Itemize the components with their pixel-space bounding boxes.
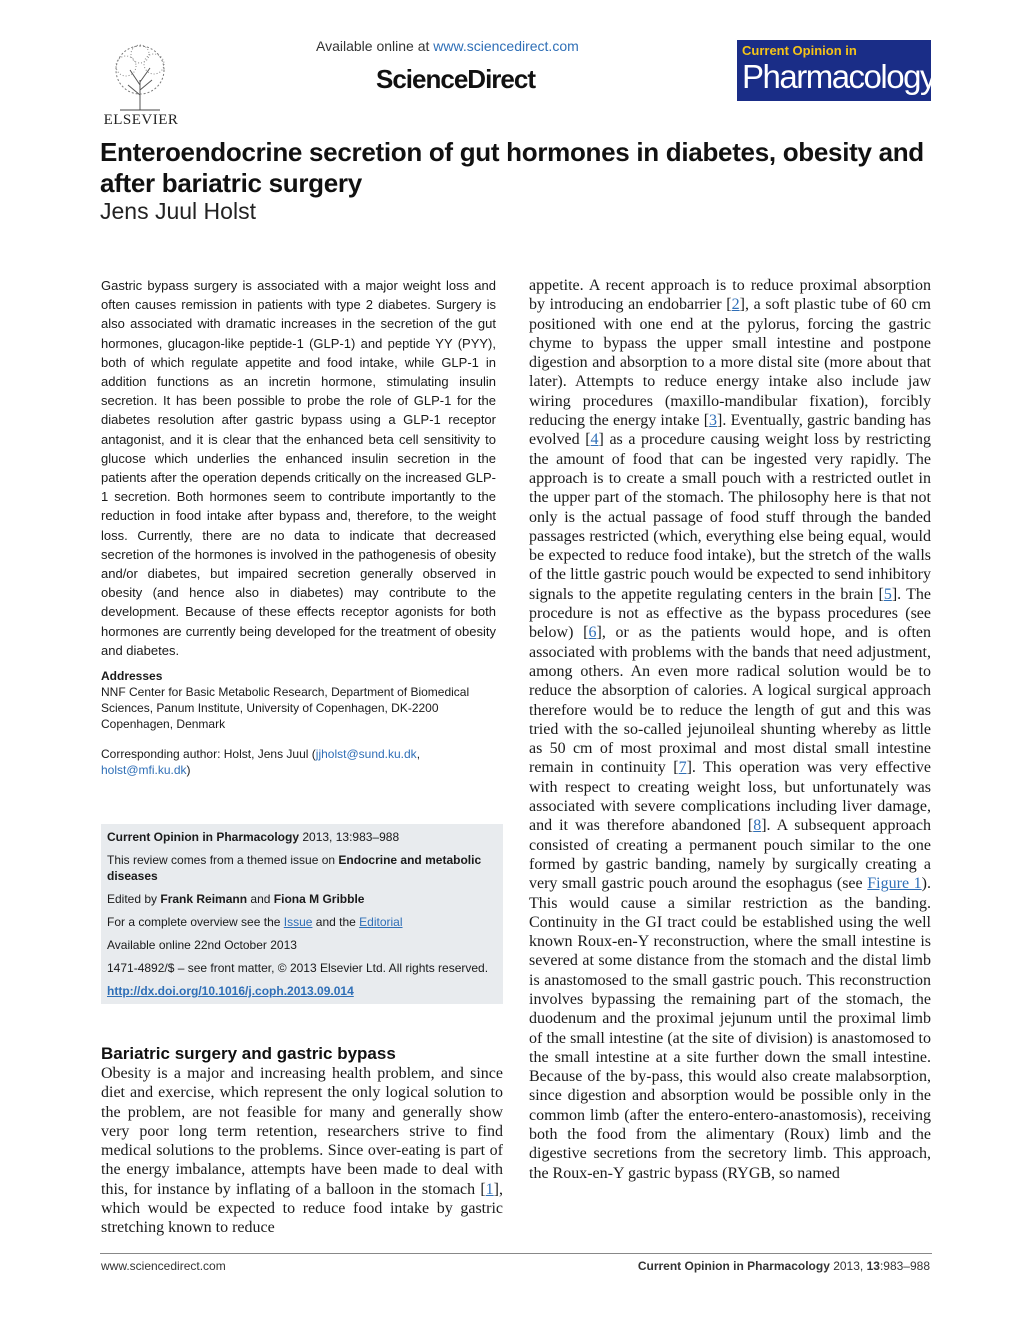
article-author: Jens Juul Holst	[100, 198, 256, 224]
ref-link-1[interactable]: 1	[485, 1180, 494, 1198]
left-column	[101, 276, 496, 778]
ref-link-6[interactable]: 6	[588, 624, 597, 642]
themed-issue-line: This review comes from a themed issue on Endocrine and metabolic diseases	[107, 853, 482, 883]
right-column	[529, 276, 931, 1183]
doi-link[interactable]: http://dx.doi.org/10.1016/j.coph.2013.09.014	[107, 984, 354, 998]
page-header	[0, 0, 1020, 135]
sciencedirect-link[interactable]: www.sciencedirect.com	[433, 38, 579, 54]
abstract: Gastric bypass surgery is associated with a major weight loss and often causes remission in patients with type 2 diabetes. Surgery is also associated with dramatic increases in the secretion of the gut hormones, glucagon-like peptide-1 (GLP-1) and peptide YY (PYY), both of which regulate appetite and food intake, while GLP-1 in addition functions as an incretin hormone, stimulating insulin secretion. It has been possible to probe the role of GLP-1 for the diabetes resolution after gastric bypass using a GLP-1 receptor antagonist, and it is clear that the enhanced beta cell sensitivity to glucose which underlies the enhanced insulin secretion in the patients after the operation depends critically on the increased GLP-1 secretion. Both hormones seem to contribute importantly to the reduction in food intake after bypass and, therefore, to the weight loss. Currently, there are no data to indicate that decreased secretion of the hormones is involved in the pathogenesis of obesity and/or diabetes, but impaired secretion generally observed in obesity (and hence also in diabetes) may contribute to the development. Because of these effects receptor agonists for both hormones are currently being developed for the treatment of obesity and diabetes.	[101, 278, 496, 658]
journal-logo-top: Current Opinion in	[742, 43, 857, 58]
ref-link-2[interactable]: 2	[731, 296, 740, 314]
email-link-1[interactable]: jjholst@sund.ku.dk	[315, 747, 417, 762]
sciencedirect-brand: ScienceDirect	[376, 64, 535, 94]
ref-link-5[interactable]: 5	[883, 585, 892, 603]
rights-line: 1471-4892/$ – see front matter, © 2013 Elsevier Ltd. All rights reserved.	[107, 961, 489, 975]
figure-1-link[interactable]: Figure 1	[867, 875, 922, 893]
section-heading: Bariatric surgery and gastric bypass	[101, 1044, 396, 1063]
footer-citation: Current Opinion in Pharmacology 2013, 13:983–988	[637, 1259, 930, 1273]
left-body-text	[101, 1064, 503, 1238]
doi-line	[107, 983, 497, 999]
ref-link-8[interactable]: 8	[753, 817, 762, 835]
available-online: Available online at www.sciencedirect.com	[316, 38, 579, 54]
editorial-link[interactable]: Editorial	[359, 915, 403, 929]
addresses-heading: Addresses	[101, 669, 163, 684]
ref-link-4[interactable]: 4	[590, 431, 599, 449]
article-title: Enteroendocrine secretion of gut hormones in diabetes, obesity and after bariatric surgery	[100, 137, 924, 198]
citation-line: Current Opinion in Pharmacology 2013, 13:983–988	[107, 830, 400, 844]
article-info-box	[101, 824, 503, 1004]
journal-logo-bottom: Pharmacology	[742, 58, 935, 95]
ref-link-3[interactable]: 3	[709, 412, 718, 430]
footer-website: www.sciencedirect.com	[101, 1259, 226, 1273]
footer-rule	[100, 1253, 932, 1254]
ref-link-7[interactable]: 7	[678, 759, 687, 777]
addresses-text: NNF Center for Basic Metabolic Research, Department of Biomedical Sciences, Panum Institute, University of Copenhagen, DK-2200 Copenhagen, Denmark	[101, 685, 470, 732]
overview-line: For a complete overview see the Issue and the Editorial	[107, 915, 403, 929]
editors-line: Edited by Frank Reimann and Fiona M Gribble	[107, 892, 365, 906]
publisher-name: ELSEVIER	[103, 112, 179, 128]
email-link-2[interactable]: holst@mfi.ku.dk	[101, 763, 187, 778]
corresponding-author: Corresponding author: Holst, Jens Juul (jjholst@sund.ku.dk, holst@mfi.ku.dk)	[101, 747, 421, 778]
body-paragraph-left: Obesity is a major and increasing health problem, and since diet and exercise, which represent the only logical solution to the problem, are not feasible for many and generally show very poor long term retention, researchers strive to find medical solutions to the problems. Since over-eating is part of the energy imbalance, attempts have been made to deal with this, for instance by inflating of a balloon in the stomach [1], which would be expected to reduce food intake by gastric stretching known to reduce	[101, 1065, 503, 1237]
available-date: Available online 22nd October 2013	[107, 938, 297, 952]
journal-logo	[737, 40, 935, 101]
issue-link[interactable]: Issue	[283, 915, 313, 929]
body-paragraph-right: appetite. A recent approach is to reduce proximal absorption by introducing an endobarrier [2], a soft plastic tube of 60 cm positioned with one end at the pylorus, forcing the gastric chyme to bypass the upper small intestine and postpone digestion and absorption to a more distal site (more about that later). Attempts to reduce energy intake also include jaw wiring procedures (maxillo-mandibular fixation), forcibly reducing the energy intake [3]. Eventually, gastric banding has evolved [4] as a procedure causing weight loss by restricting the amount of food that can be ingested very rapidly. The approach is to create a small pouch with a restricted outlet in the upper part of the stomach. The philosophy here is that not only is the actual passage of food stuff through the banded passages restricted (which, everything else being equal, would be expected to reduce food intake), but the stretch of the walls of the little gastric pouch would be expected to send inhibitory signals to the appetite regulating centers in the brain [5]. The procedure is not as effective as the bypass procedures (see below) [6], or as the patients would hope, and is often associated with problems with the bands that need adjustment, among others. An even more radical solution would be to reduce the absorption of calories. A logical surgical approach therefore would be to reduce the length of gut and this was tried with the so-called jejunoileal shunting whereby as little as 50 cm of most proximal and most distal small intestine remain in continuity [7]. This operation was very effective with respect to creating weight loss, but unfortunately was associated with severe complications including liver damage, and it was therefore abandoned [8]. A subsequent approach consisted of creating a permanent pouch similar to the one formed by gastric banding, namely by surgically creating a very small gastric pouch around the esophagus (see Figure 1). This would cause a similar restriction as the banding. Continuity in the GI tract could be established using the well known Roux-en-Y reconstruction, where the small intestine is severed at some distance from the stomach and the distal limb is anastomosed to the small gastric pouch. This reconstruction involves bypassing the remaining part of the stomach, the duodenum and the proximal jejunum until the proximal limb of the small intestine (at the site of division) is anastomosed to the small intestine at a site further down the small intestine. Because of the by-pass, this would also create malabsorption, since digestion and absorption would be possible only in the common limb (after the entero-entero-anastomosis), receiving both the food from the alimentary (Roux) limb and the digestive secretions from the secretory limb. This approach, the Roux-en-Y gastric bypass (RYGB, so named	[529, 277, 931, 1182]
